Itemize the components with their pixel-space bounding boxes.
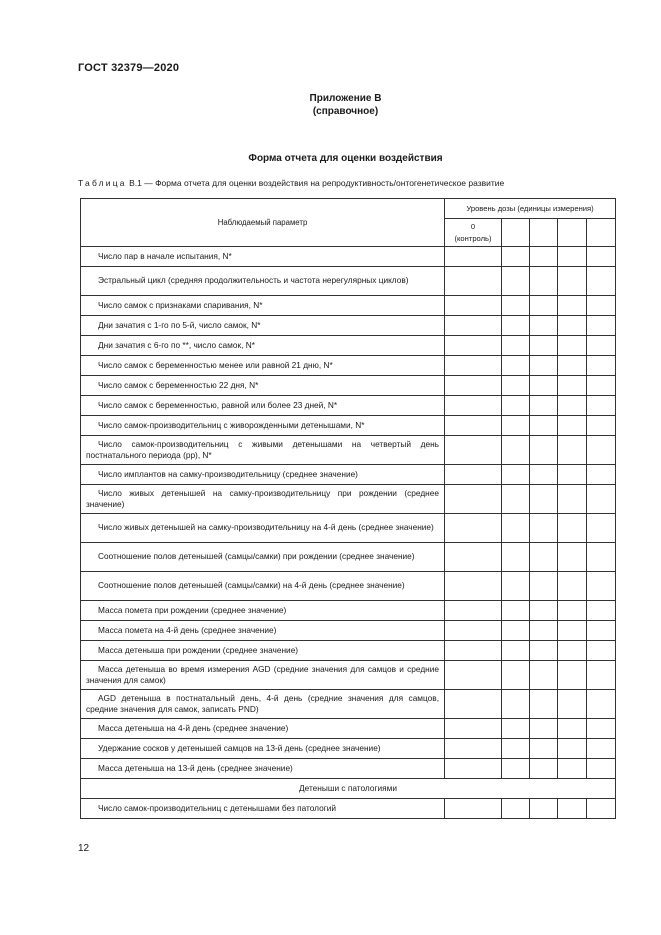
dose-value-cell	[558, 396, 587, 416]
parameter-cell: Эстральный цикл (средняя продолжительность и частота нерегулярных циклов)	[81, 267, 445, 296]
table-row	[81, 376, 616, 396]
dose-value-cell	[445, 296, 502, 316]
parameter-cell: Масса детеныша на 13-й день (среднее значение)	[81, 759, 445, 779]
dose-value-cell	[502, 543, 530, 572]
header-control-dose: 0	[470, 222, 476, 231]
dose-value-cell	[587, 396, 616, 416]
dose-value-cell	[502, 719, 530, 739]
table-row	[81, 416, 616, 436]
dose-value-cell	[587, 543, 616, 572]
dose-value-cell	[445, 543, 502, 572]
parameter-cell: Число самок-производительниц с живорожденными детенышами, N*	[81, 416, 445, 436]
dose-value-cell	[445, 416, 502, 436]
table-caption-text: В.1 — Форма отчета для оценки воздействия на репродуктивность/онтогенетическое развитие	[129, 178, 505, 188]
dose-value-cell	[502, 436, 530, 465]
dose-value-cell	[530, 376, 558, 396]
parameter-cell: Масса помета при рождении (среднее значение)	[81, 601, 445, 621]
parameter-cell: Число самок с беременностью, равной или более 23 дней, N*	[81, 396, 445, 416]
table-row	[81, 739, 616, 759]
dose-value-cell	[502, 621, 530, 641]
table-row	[81, 601, 616, 621]
dose-value-cell	[558, 799, 587, 819]
dose-value-cell	[502, 739, 530, 759]
dose-value-cell	[502, 759, 530, 779]
dose-value-cell	[587, 336, 616, 356]
table-row	[81, 621, 616, 641]
dose-value-cell	[445, 572, 502, 601]
table-row	[81, 316, 616, 336]
header-control	[445, 219, 502, 247]
dose-value-cell	[445, 436, 502, 465]
dose-value-cell	[587, 356, 616, 376]
parameter-cell: Число имплантов на самку-производительницу (среднее значение)	[81, 465, 445, 485]
dose-value-cell	[502, 316, 530, 336]
header-dose-cell	[502, 219, 530, 247]
dose-value-cell	[530, 641, 558, 661]
dose-value-cell	[530, 416, 558, 436]
dose-value-cell	[587, 572, 616, 601]
parameter-cell: Число живых детенышей на самку-производительницу при рождении (среднее значение)	[81, 485, 445, 514]
dose-value-cell	[445, 396, 502, 416]
table-row	[81, 267, 616, 296]
table-row	[81, 396, 616, 416]
parameter-cell: Дни зачатия с 6-го по **, число самок, N*	[81, 336, 445, 356]
dose-value-cell	[587, 267, 616, 296]
parameter-cell: Масса помета на 4-й день (среднее значение)	[81, 621, 445, 641]
dose-value-cell	[587, 799, 616, 819]
dose-value-cell	[530, 336, 558, 356]
parameter-cell: Число самок-производительниц с живыми детенышами на четвертый день постнатального периода (pp), N*	[81, 436, 445, 465]
dose-value-cell	[558, 690, 587, 719]
dose-value-cell	[587, 690, 616, 719]
dose-value-cell	[558, 247, 587, 267]
header-control-label: (контроль)	[454, 233, 492, 243]
dose-value-cell	[558, 572, 587, 601]
dose-value-cell	[587, 514, 616, 543]
table-row	[81, 641, 616, 661]
dose-value-cell	[445, 621, 502, 641]
dose-value-cell	[445, 376, 502, 396]
table-row	[81, 661, 616, 690]
dose-value-cell	[502, 601, 530, 621]
dose-value-cell	[558, 759, 587, 779]
table-row	[81, 759, 616, 779]
dose-value-cell	[502, 247, 530, 267]
dose-value-cell	[502, 661, 530, 690]
parameter-cell: Соотношение полов детенышей (самцы/самки) на 4-й день (среднее значение)	[81, 572, 445, 601]
dose-value-cell	[587, 465, 616, 485]
dose-value-cell	[530, 514, 558, 543]
header-dose-level: Уровень дозы (единицы измерения)	[445, 199, 616, 219]
dose-value-cell	[530, 759, 558, 779]
dose-value-cell	[445, 661, 502, 690]
dose-value-cell	[558, 296, 587, 316]
appendix-heading	[0, 92, 661, 118]
parameter-cell: Дни зачатия с 1-го по 5-й, число самок, N*	[81, 316, 445, 336]
dose-value-cell	[587, 296, 616, 316]
dose-value-cell	[445, 247, 502, 267]
dose-value-cell	[558, 543, 587, 572]
dose-value-cell	[587, 719, 616, 739]
dose-value-cell	[445, 316, 502, 336]
dose-value-cell	[530, 690, 558, 719]
table-header-row	[81, 199, 616, 219]
parameter-cell: AGD детеныша в постнатальный день, 4-й день (средние значения для самцов, средние значения для самок, записать PND)	[81, 690, 445, 719]
dose-value-cell	[558, 601, 587, 621]
dose-value-cell	[530, 396, 558, 416]
dose-value-cell	[530, 247, 558, 267]
dose-value-cell	[530, 296, 558, 316]
dose-value-cell	[530, 739, 558, 759]
dose-value-cell	[502, 267, 530, 296]
table-row	[81, 356, 616, 376]
dose-value-cell	[502, 572, 530, 601]
table-row	[81, 485, 616, 514]
dose-value-cell	[445, 601, 502, 621]
parameter-cell: Число пар в начале испытания, N*	[81, 247, 445, 267]
dose-value-cell	[530, 601, 558, 621]
dose-value-cell	[445, 759, 502, 779]
dose-value-cell	[445, 641, 502, 661]
dose-value-cell	[558, 376, 587, 396]
dose-value-cell	[445, 485, 502, 514]
dose-value-cell	[558, 739, 587, 759]
dose-value-cell	[587, 739, 616, 759]
dose-value-cell	[587, 621, 616, 641]
dose-value-cell	[558, 719, 587, 739]
parameter-cell: Число самок с признаками спаривания, N*	[81, 296, 445, 316]
dose-value-cell	[558, 641, 587, 661]
parameter-cell: Число живых детенышей на самку-производительницу на 4-й день (среднее значение)	[81, 514, 445, 543]
dose-value-cell	[558, 316, 587, 336]
table-row	[81, 336, 616, 356]
dose-value-cell	[445, 799, 502, 819]
appendix-note: (справочное)	[312, 106, 379, 117]
dose-value-cell	[445, 356, 502, 376]
header-dose-cell	[558, 219, 587, 247]
header-parameter: Наблюдаемый параметр	[81, 199, 445, 247]
dose-value-cell	[587, 661, 616, 690]
table-row	[81, 465, 616, 485]
dose-value-cell	[502, 465, 530, 485]
dose-value-cell	[558, 356, 587, 376]
parameter-cell: Число самок с беременностью 22 дня, N*	[81, 376, 445, 396]
report-form-table	[80, 198, 616, 819]
dose-value-cell	[587, 247, 616, 267]
dose-value-cell	[530, 465, 558, 485]
dose-value-cell	[502, 336, 530, 356]
dose-value-cell	[502, 690, 530, 719]
dose-value-cell	[502, 296, 530, 316]
table-row	[81, 436, 616, 465]
parameter-cell: Масса детеныша при рождении (среднее значение)	[81, 641, 445, 661]
dose-value-cell	[445, 267, 502, 296]
dose-value-cell	[530, 267, 558, 296]
dose-value-cell	[530, 621, 558, 641]
dose-value-cell	[530, 799, 558, 819]
dose-value-cell	[445, 465, 502, 485]
table-row	[81, 296, 616, 316]
dose-value-cell	[502, 485, 530, 514]
dose-value-cell	[502, 396, 530, 416]
dose-value-cell	[530, 543, 558, 572]
form-title: Форма отчета для оценки воздействия	[248, 153, 443, 164]
dose-value-cell	[445, 719, 502, 739]
dose-value-cell	[530, 485, 558, 514]
dose-value-cell	[502, 799, 530, 819]
dose-value-cell	[558, 465, 587, 485]
table-row	[81, 799, 616, 819]
dose-value-cell	[502, 356, 530, 376]
parameter-cell: Число самок-производительниц с детенышами без патологий	[81, 799, 445, 819]
dose-value-cell	[587, 759, 616, 779]
table-caption	[78, 178, 618, 188]
table-row	[81, 247, 616, 267]
dose-value-cell	[530, 436, 558, 465]
dose-value-cell	[530, 572, 558, 601]
header-dose-cell	[587, 219, 616, 247]
dose-value-cell	[502, 514, 530, 543]
table-row	[81, 690, 616, 719]
dose-value-cell	[502, 416, 530, 436]
standard-code: ГОСТ 32379—2020	[78, 62, 180, 74]
appendix-title: Приложение В	[309, 93, 382, 104]
dose-value-cell	[558, 485, 587, 514]
dose-value-cell	[587, 416, 616, 436]
dose-value-cell	[587, 485, 616, 514]
dose-value-cell	[558, 267, 587, 296]
dose-value-cell	[445, 336, 502, 356]
dose-value-cell	[445, 690, 502, 719]
dose-value-cell	[558, 514, 587, 543]
page-number: 12	[78, 843, 90, 854]
dose-value-cell	[558, 436, 587, 465]
parameter-cell: Число самок с беременностью менее или равной 21 дню, N*	[81, 356, 445, 376]
dose-value-cell	[558, 336, 587, 356]
dose-value-cell	[502, 376, 530, 396]
table-caption-label: Таблица	[78, 178, 127, 188]
dose-value-cell	[445, 514, 502, 543]
parameter-cell: Масса детеныша во время измерения AGD (средние значения для самцов и средние значения для самок)	[81, 661, 445, 690]
section-header: Детеныши с патологиями	[81, 779, 616, 799]
parameter-cell: Соотношение полов детенышей (самцы/самки) при рождении (среднее значение)	[81, 543, 445, 572]
parameter-cell: Удержание сосков у детенышей самцов на 13-й день (среднее значение)	[81, 739, 445, 759]
dose-value-cell	[587, 601, 616, 621]
parameter-cell: Масса детеныша на 4-й день (среднее значение)	[81, 719, 445, 739]
table-row	[81, 543, 616, 572]
table-row	[81, 572, 616, 601]
dose-value-cell	[445, 739, 502, 759]
dose-value-cell	[530, 316, 558, 336]
dose-value-cell	[502, 641, 530, 661]
dose-value-cell	[587, 436, 616, 465]
section-header-row	[81, 779, 616, 799]
header-dose-cell	[530, 219, 558, 247]
dose-value-cell	[558, 661, 587, 690]
dose-value-cell	[530, 661, 558, 690]
dose-value-cell	[558, 416, 587, 436]
table-row	[81, 514, 616, 543]
dose-value-cell	[558, 621, 587, 641]
dose-value-cell	[587, 316, 616, 336]
dose-value-cell	[587, 641, 616, 661]
dose-value-cell	[530, 356, 558, 376]
table-row	[81, 719, 616, 739]
dose-value-cell	[530, 719, 558, 739]
dose-value-cell	[587, 376, 616, 396]
